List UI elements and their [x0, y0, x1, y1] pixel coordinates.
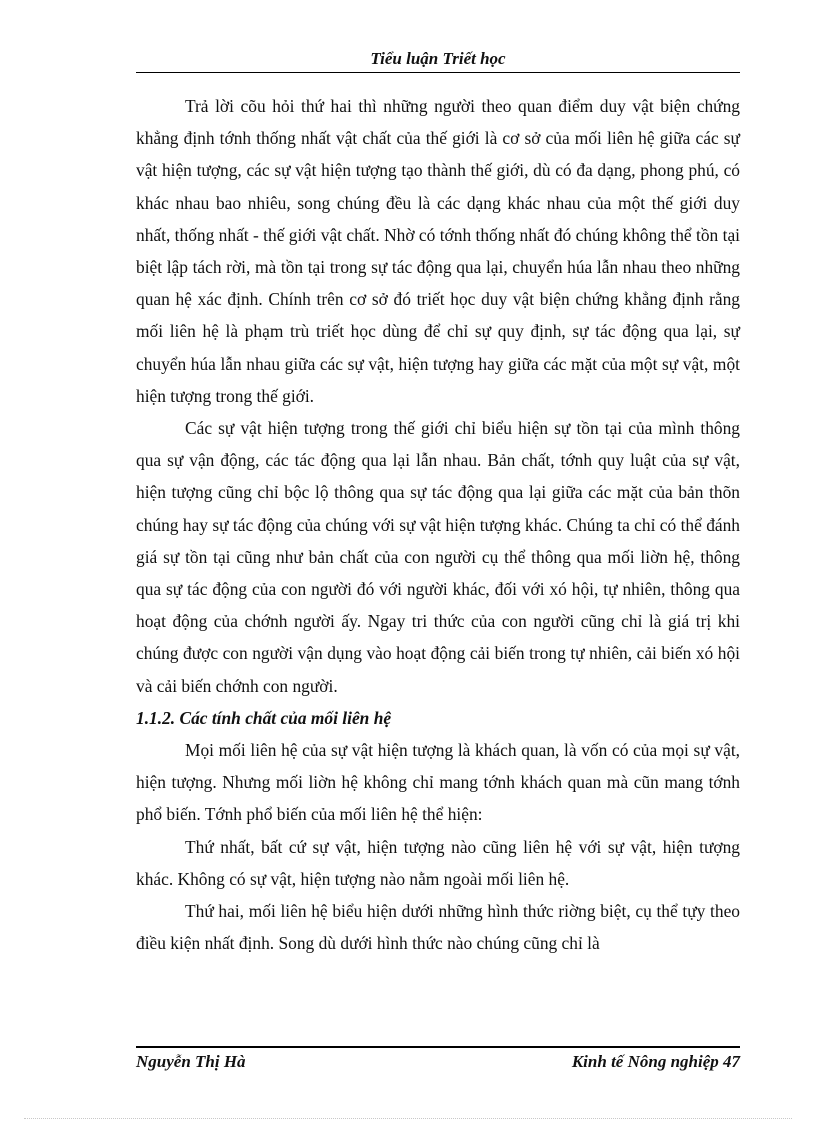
section-heading: 1.1.2. Các tính chất của mối liên hệ	[136, 707, 392, 728]
body-paragraph: Thứ hai, mối liên hệ biểu hiện dưới những hình thức riờng biệt, cụ thể tựy theo điều kiện nhất định. Song dù dưới hình thức nào chúng cũng chỉ là	[136, 901, 740, 954]
body-paragraph: Mọi mối liên hệ của sự vật hiện tượng là khách quan, là vốn có của mọi sự vật, hiện tượng. Nhưng mối liờn hệ không chỉ mang tớnh khách quan mà cũn mang tớnh phổ biến. Tớnh phổ biến của mối liên hệ thể hiện:	[136, 740, 740, 825]
footer-author: Nguyễn Thị Hà	[136, 1052, 246, 1071]
footer-class: Kinh tế Nông nghiệp 47	[571, 1052, 740, 1071]
header-divider	[136, 72, 740, 73]
document-body	[136, 90, 740, 959]
running-header-title: Tiểu luận Triết học	[370, 49, 506, 68]
body-paragraph: Thứ nhất, bất cứ sự vật, hiện tượng nào cũng liên hệ với sự vật, hiện tượng khác. Không có sự vật, hiện tượng nào nằm ngoài mối liên hệ.	[136, 836, 740, 889]
footer-divider	[136, 1046, 740, 1048]
body-paragraph: Các sự vật hiện tượng trong thế giới chỉ biểu hiện sự tồn tại của mình thông qua sự vận động, các tác động qua lại lẫn nhau. Bản chất, tớnh quy luật của sự vật, hiện tượng cũng chỉ bộc lộ thông qua sự tác động qua lại giữa các mặt của bản thõn chúng hay sự tác động của chúng với sự vật hiện tượng khác. Chúng ta chỉ có thể đánh giá sự tồn tại cũng như bản chất của con người cụ thể thông qua mối liờn hệ, thông qua sự tác động của con người đó với người khác, đối với xó hội, tự nhiên, thông qua hoạt động của chớnh người ấy. Ngay tri thức của con người cũng chỉ là giá trị khi chúng được con người vận dụng vào hoạt động cải biến trong tự nhiên, cải biến xó hội và cải biến chớnh con người.	[136, 418, 740, 696]
body-paragraph: Trả lời cõu hỏi thứ hai thì những người theo quan điểm duy vật biện chứng khẳng định tớnh thống nhất vật chất của thế giới là cơ sở của mối liên hệ giữa các sự vật hiện tượng, các sự vật hiện tượng tạo thành thế giới, dù có đa dạng, phong phú, có khác nhau bao nhiêu, song chúng đều là các dạng khác nhau của một thế giới duy nhất, thống nhất - thế giới vật chất. Nhờ có tớnh thống nhất đó chúng không thể tồn tại biệt lập tách rời, mà tồn tại trong sự tác động qua lại, chuyển húa lẫn nhau theo những quan hệ xác định. Chính trên cơ sở đó triết học duy vật biện chứng khẳng định rằng mối liên hệ là phạm trù triết học dùng để chỉ sự quy định, sự tác động qua lại, sự chuyển húa lẫn nhau giữa các sự vật, hiện tượng hay giữa các mặt của một sự vật, một hiện tượng trong thế giới.	[136, 96, 740, 406]
page-edge-divider	[24, 1118, 792, 1119]
